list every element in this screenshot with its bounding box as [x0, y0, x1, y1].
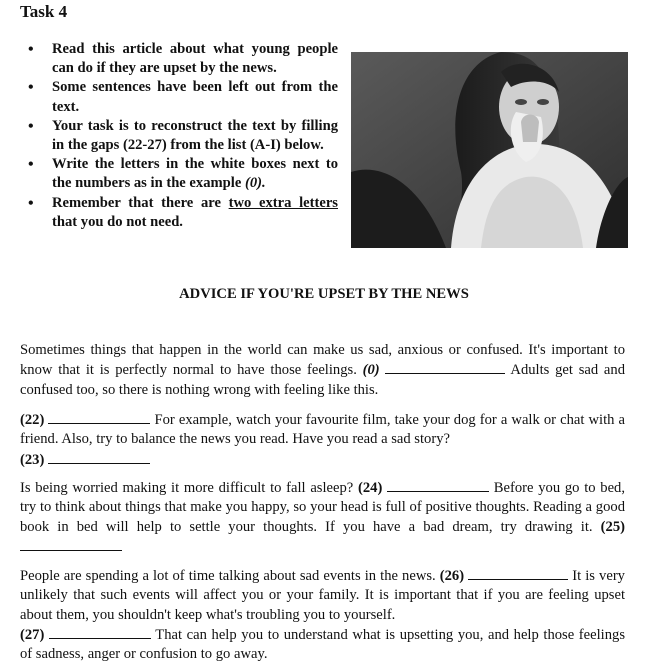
- gap-blank-26[interactable]: [468, 566, 568, 580]
- article-paragraph: [20, 478, 625, 557]
- instruction-text: Some sentences have been left out from the text.: [52, 79, 338, 115]
- instruction-text: Remember that there are: [52, 194, 229, 211]
- instruction-list: [26, 40, 338, 232]
- instruction-text: that you do not need.: [52, 213, 183, 230]
- article-heading: ADVICE IF YOU'RE UPSET BY THE NEWS: [179, 286, 469, 302]
- gap-number-0: (0): [362, 362, 380, 379]
- instruction-item: [26, 78, 338, 116]
- gap-number-22: (22): [20, 412, 45, 428]
- task-title: Task 4: [20, 2, 68, 21]
- article-paragraph: [20, 566, 625, 664]
- gap-blank-22[interactable]: [48, 410, 150, 424]
- paragraph-text: Before you go to bed, try to think about things that make you happy, so your head is full of positive thoughts. Reading a good book in bed will help to settle your thoughts. If you have a bad dream, try drawing it.: [20, 480, 625, 535]
- instruction-text: Your task is to reconstruct the text by filling in the gaps (22-27) from the list (A-I) below.: [52, 117, 338, 154]
- example-ref: (0).: [244, 175, 266, 192]
- gap-blank-0: [385, 360, 505, 374]
- article-paragraph: [20, 341, 625, 400]
- paragraph-text: Is being worried making it more difficult to fall asleep?: [20, 480, 359, 496]
- extra-letters-emphasis: two extra letters: [228, 194, 338, 211]
- paragraph-text: For example, watch your favourite film, take your dog for a walk or chat with a friend. Also, try to balance the news you read. Have you read a sad story?: [20, 412, 625, 448]
- gap-blank-24[interactable]: [387, 478, 489, 492]
- photo-illustration: [351, 52, 628, 248]
- paragraph-text: It is very unlikely that such events will affect you or your family. It is important that if you are feeling upset about them, you shouldn't keep what's troubling you to yourself.: [20, 568, 625, 623]
- gap-number-23: (23): [20, 451, 45, 468]
- paragraph-text: Adults get sad and confused too, so there is nothing wrong with feeling like this.: [20, 362, 625, 398]
- instruction-text: Write the letters in the white boxes next to the numbers as in the example: [52, 156, 338, 192]
- gap-number-25: (25): [600, 518, 625, 535]
- paragraph-text: That can help you to understand what is upsetting you, and help those feelings of sadness, anger or confusion to go away.: [20, 626, 626, 663]
- gap-number-27: (27): [20, 626, 45, 643]
- instruction-item: [26, 40, 338, 78]
- gap-blank-25[interactable]: [20, 537, 122, 551]
- paragraph-text: Sometimes things that happen in the world can make us sad, anxious or confused. It's important to know that it is perfectly normal to have those feelings.: [20, 342, 625, 379]
- instruction-item: [26, 194, 338, 232]
- gap-number-26: (26): [439, 568, 465, 584]
- paragraph-text: People are spending a lot of time talking about sad events in the news.: [20, 568, 440, 584]
- gap-blank-23[interactable]: [48, 450, 150, 464]
- article-photo: [351, 52, 628, 248]
- gap-blank-27[interactable]: [49, 625, 151, 639]
- gap-number-24: (24): [358, 480, 383, 496]
- instruction-item: [26, 117, 338, 155]
- instruction-text: Read this article about what young people can do if they are upset by the news.: [52, 41, 338, 77]
- instruction-item: [26, 155, 338, 193]
- article-paragraph: [20, 410, 625, 470]
